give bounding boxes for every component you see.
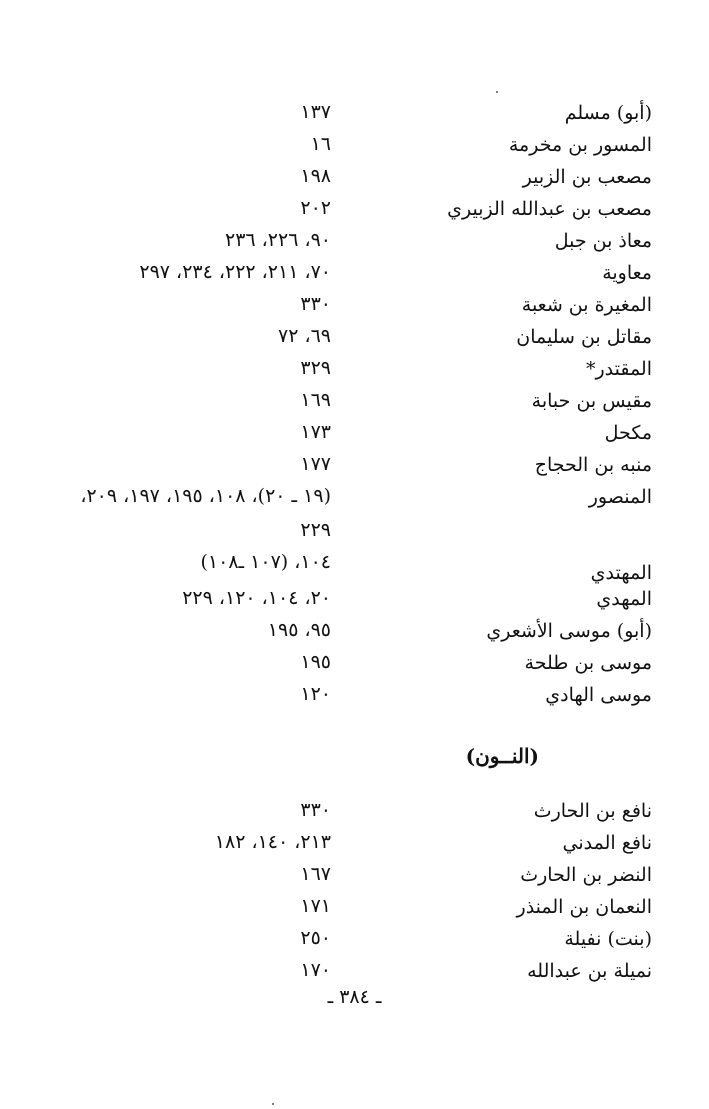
entry-name: نافع بن الحارث bbox=[533, 800, 652, 822]
entry-name: (أبو) موسى الأشعري bbox=[486, 620, 652, 642]
entry-name: نافع المدني bbox=[562, 832, 652, 854]
entry-pages: ٢١٣، ١٤٠، ١٨٢ bbox=[214, 831, 331, 853]
entry-name: المهتدي bbox=[590, 562, 652, 584]
entry-name: مكحل bbox=[604, 422, 652, 444]
entry-name: مقيس بن حبابة bbox=[531, 390, 652, 412]
entry-name: مقاتل بن سليمان bbox=[516, 326, 652, 348]
list-item bbox=[0, 226, 709, 258]
list-item bbox=[0, 450, 709, 482]
entry-pages: ٩٠، ٢٢٦، ٢٣٦ bbox=[224, 229, 331, 251]
entry-name: معاوية bbox=[602, 262, 652, 284]
list-item bbox=[0, 616, 709, 648]
entry-pages: ١٠٤، (١٠٧ ـ١٠٨) bbox=[200, 551, 331, 573]
list-item bbox=[0, 548, 709, 584]
list-item bbox=[0, 680, 709, 712]
list-item bbox=[0, 924, 709, 956]
list-item bbox=[0, 354, 709, 386]
entry-pages: ٢٥٠ bbox=[300, 927, 331, 949]
list-item bbox=[0, 860, 709, 892]
section-heading bbox=[0, 740, 709, 796]
entry-pages: (١٩ ـ ٢٠)، ١٠٨، ١٩٥، ١٩٧، ٢٠٩، bbox=[80, 485, 331, 507]
list-item bbox=[0, 258, 709, 290]
entry-pages: ٣٣٠ bbox=[300, 293, 331, 315]
list-item bbox=[0, 828, 709, 860]
list-item bbox=[0, 892, 709, 924]
list-item bbox=[0, 418, 709, 450]
entry-pages: ١٦ bbox=[310, 133, 331, 155]
list-item bbox=[0, 162, 709, 194]
entry-pages: ٩٥، ١٩٥ bbox=[267, 619, 331, 641]
entry-pages: ١٩٥ bbox=[300, 651, 331, 673]
entry-name: مصعب بن عبدالله الزبيري bbox=[447, 198, 652, 220]
entry-pages: ١٧٠ bbox=[300, 959, 331, 981]
section-title-nun: (النــون) bbox=[465, 744, 539, 768]
entry-pages: ٦٩، ٧٢ bbox=[277, 325, 331, 347]
entry-pages: ١٧٣ bbox=[300, 421, 331, 443]
list-item bbox=[0, 290, 709, 322]
entry-pages: ٢٠، ١٠٤، ١٢٠، ٢٢٩ bbox=[182, 587, 331, 609]
entry-pages: ٢٠٢ bbox=[300, 197, 331, 219]
entry-pages-continued: ٢٢٩ bbox=[300, 519, 331, 541]
page-number: ـ ٣٨٤ ـ bbox=[327, 986, 382, 1008]
entry-pages: ١٦٩ bbox=[300, 389, 331, 411]
spacer bbox=[0, 712, 709, 740]
list-item bbox=[0, 584, 709, 616]
entry-name: (بنت) نفيلة bbox=[564, 928, 652, 950]
index-entries bbox=[0, 98, 709, 988]
entry-pages: ١٧١ bbox=[300, 895, 331, 917]
entry-name: نميلة بن عبدالله bbox=[527, 960, 652, 982]
list-item bbox=[0, 648, 709, 680]
scan-speck bbox=[272, 1103, 274, 1105]
entry-name: موسى بن طلحة bbox=[524, 652, 652, 674]
entry-name: مصعب بن الزبير bbox=[522, 166, 652, 188]
entry-pages: ١٢٠ bbox=[300, 683, 331, 705]
entry-name: (أبو) مسلم bbox=[564, 102, 652, 124]
entry-pages: ١٧٧ bbox=[300, 453, 331, 475]
scan-speck bbox=[496, 91, 498, 93]
list-item bbox=[0, 386, 709, 418]
entry-name: المنصور bbox=[588, 486, 652, 508]
entry-name: معاذ بن جبل bbox=[554, 230, 652, 252]
entry-pages: ١٩٨ bbox=[300, 165, 331, 187]
entry-name: المقتدر* bbox=[585, 358, 652, 380]
entry-name: المهدي bbox=[596, 588, 652, 610]
list-item bbox=[0, 130, 709, 162]
entry-pages: ١٣٧ bbox=[300, 101, 331, 123]
entry-name: منبه بن الحجاج bbox=[534, 454, 652, 476]
list-item bbox=[0, 98, 709, 130]
entry-pages: ٣٣٠ bbox=[300, 799, 331, 821]
list-item bbox=[0, 322, 709, 354]
list-item bbox=[0, 796, 709, 828]
list-item bbox=[0, 482, 709, 516]
entry-pages: ٧٠، ٢١١، ٢٢٢، ٢٣٤، ٢٩٧ bbox=[139, 261, 331, 283]
entry-name: المسور بن مخرمة bbox=[508, 134, 652, 156]
entry-pages: ١٦٧ bbox=[300, 863, 331, 885]
list-item bbox=[0, 956, 709, 988]
entry-name: المغيرة بن شعبة bbox=[521, 294, 652, 316]
list-item bbox=[0, 194, 709, 226]
entry-name: النعمان بن المنذر bbox=[516, 896, 652, 918]
entry-name: موسى الهادي bbox=[545, 684, 652, 706]
list-item-continuation bbox=[0, 516, 709, 548]
entry-name: النضر بن الحارث bbox=[520, 864, 652, 886]
entry-pages: ٣٢٩ bbox=[300, 357, 331, 379]
